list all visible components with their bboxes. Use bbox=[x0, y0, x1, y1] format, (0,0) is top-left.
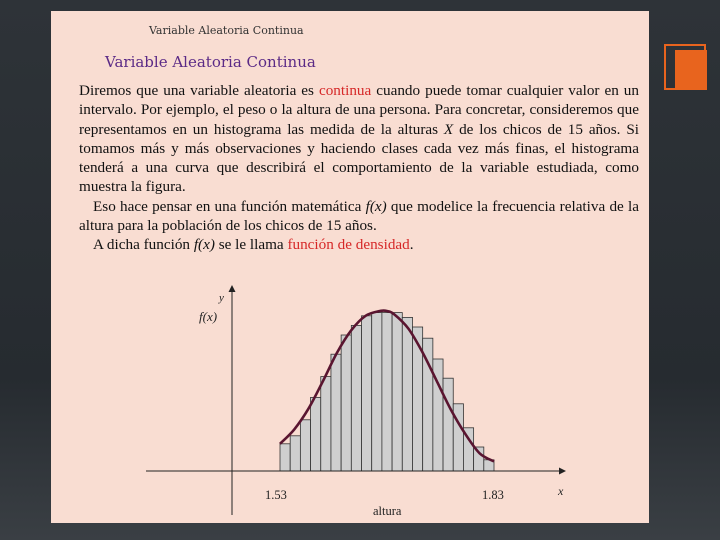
x-tick-label-1-53: 1.53 bbox=[265, 488, 287, 502]
histogram-bar bbox=[300, 420, 310, 471]
y-axis-label: f(x) bbox=[199, 309, 218, 324]
histogram-bar bbox=[392, 313, 402, 471]
highlight-continua: continua bbox=[318, 82, 372, 99]
histogram-bar bbox=[321, 377, 331, 471]
paragraph-function: Eso hace pensar en una función matemática f(x) que modelice la frecuencia relativa de la altura para la población de los chicos de 15 años. bbox=[79, 197, 639, 235]
highlight-funcion-de-densidad: función de densidad bbox=[287, 236, 410, 254]
paragraph-density: A dicha función f(x) se le llama función de densidad. bbox=[93, 236, 414, 254]
x-axis-label: altura bbox=[373, 504, 402, 518]
histogram-bar bbox=[382, 313, 392, 471]
body-text bbox=[79, 81, 639, 255]
histogram-bar bbox=[290, 436, 300, 471]
paragraph-definition: Diremos que una variable aleatoria es continua cuando puede tomar cualquier valor en un intervalo. Por ejemplo, el peso o la altura de una persona. Para concretar, consideremos que representamos en un histograma las medida de la alturas X de los chicos de 15 años. Si tomamos más y más observaciones y haciendo clases cada vez más finas, el histograma tenderá a una curva que describirá el comportamiento de la variable estudiada, como muestra la figura. bbox=[79, 82, 639, 196]
document-page bbox=[51, 11, 649, 523]
y-axis-arrow bbox=[229, 285, 236, 292]
histogram-bar bbox=[372, 313, 382, 471]
histogram-bar bbox=[311, 397, 321, 471]
x-axis-letter: x bbox=[558, 484, 564, 498]
histogram-bar bbox=[453, 404, 463, 471]
math-var-x: X bbox=[443, 120, 454, 138]
section-title: Variable Aleatoria Continua bbox=[105, 53, 316, 71]
histogram-bars bbox=[280, 313, 494, 471]
accent-bar-decoration bbox=[675, 50, 707, 90]
histogram-bar bbox=[402, 317, 412, 471]
page-header-title: Variable Aleatoria Continua bbox=[149, 24, 304, 37]
y-axis-letter: y bbox=[219, 292, 224, 304]
math-f-of-x: f(x) bbox=[365, 197, 387, 215]
histogram-bar bbox=[443, 378, 453, 471]
density-histogram-figure bbox=[51, 283, 649, 523]
x-tick-label-1-83: 1.83 bbox=[482, 488, 504, 502]
histogram-bar bbox=[351, 325, 361, 471]
histogram-bar bbox=[341, 335, 351, 471]
histogram-bar bbox=[362, 316, 372, 471]
histogram-bar bbox=[331, 354, 341, 471]
x-axis-arrow bbox=[559, 468, 566, 475]
math-f-of-x: f(x) bbox=[193, 236, 215, 254]
histogram-bar bbox=[280, 444, 290, 471]
